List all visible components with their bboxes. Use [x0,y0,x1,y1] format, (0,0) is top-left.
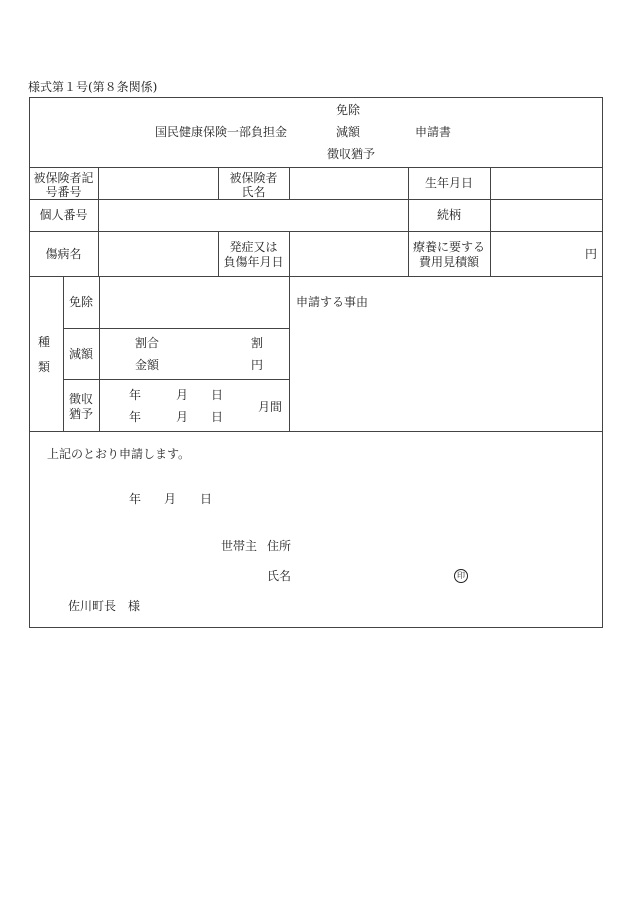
type-defer-label [63,392,99,422]
title-option-exempt: 免除 [336,103,361,117]
title-prefix: 国民健康保険一部負担金 [155,125,288,139]
title-option-defer: 徴収猶予 [327,147,376,161]
insured-number-field[interactable] [99,168,218,199]
disease-name-field[interactable] [99,232,218,276]
personal-number-field[interactable] [99,200,408,231]
defer-period-field[interactable] [100,380,289,431]
name-field[interactable] [296,565,446,585]
seal-icon: 印 [454,569,468,583]
title-option-reduce: 減額 [336,125,361,139]
defer-to-year: 年 [129,410,142,424]
table-border-right [602,97,603,628]
reduce-amount-field[interactable] [165,354,249,372]
insured-name-field[interactable] [290,168,408,199]
label-line: 猶予 [68,407,93,421]
label-line: 号番号 [45,185,82,199]
defer-to-month: 月 [176,410,189,424]
name-label: 氏名 [267,569,292,583]
defer-months-period: 月間 [258,400,283,414]
type-exempt-field[interactable] [100,277,289,328]
label-line: 被保険者 [229,171,278,185]
reduce-amount-unit: 円 [251,358,264,372]
label-line: 発症又は [229,240,278,254]
date-day: 日 [200,492,213,506]
addressee: 佐川町長 様 [68,599,141,613]
label-line: 被保険者記 [33,171,94,185]
label-insured-name [218,171,289,199]
reason-label: 申請する事由 [296,295,369,309]
label-insured-number [29,171,98,199]
col-line [289,276,290,432]
defer-from-month: 月 [176,388,189,402]
reduce-ratio-field[interactable] [165,332,249,350]
householder-label: 世帯主 [221,539,258,553]
form-number: 様式第１号(第８条関係) [28,80,158,94]
birth-date-field[interactable] [491,168,602,199]
table-border-bottom [29,627,603,628]
title-suffix: 申請書 [415,125,452,139]
reduce-amount-label: 金額 [135,358,160,372]
label-estimated-cost [408,240,490,270]
relationship-field[interactable] [491,200,602,231]
statement-text: 上記のとおり申請します。 [47,447,191,461]
row-line [29,431,603,432]
defer-to-day: 日 [211,410,224,424]
label-personal-number: 個人番号 [39,208,88,222]
table-border-top [29,97,603,98]
application-date-field[interactable] [100,488,215,508]
estimated-cost-unit: 円 [585,247,598,261]
address-label: 住所 [267,539,292,553]
type-exempt-label: 免除 [69,295,94,309]
date-year: 年 [129,492,142,506]
label-line: 負傷年月日 [223,255,284,269]
reduce-ratio-label: 割合 [135,336,160,350]
address-field[interactable] [296,535,596,555]
label-disease-name: 傷病名 [45,247,82,261]
type-heading-char: 種 [38,335,51,349]
reduce-ratio-unit: 割 [251,336,264,350]
date-month: 月 [164,492,177,506]
reason-field[interactable] [291,312,601,430]
label-line: 徴収 [68,392,93,406]
label-line: 療養に要する [412,240,485,254]
label-onset-date [218,240,289,270]
type-heading-char: 類 [38,360,51,374]
defer-from-year: 年 [129,388,142,402]
label-line: 氏名 [241,185,266,199]
defer-from-day: 日 [211,388,224,402]
label-line: 費用見積額 [418,255,479,269]
onset-date-field[interactable] [290,232,408,276]
row-line [63,328,290,329]
type-reduce-label: 減額 [69,347,94,361]
label-birth-date: 生年月日 [424,176,473,190]
label-relationship: 続柄 [436,208,461,222]
